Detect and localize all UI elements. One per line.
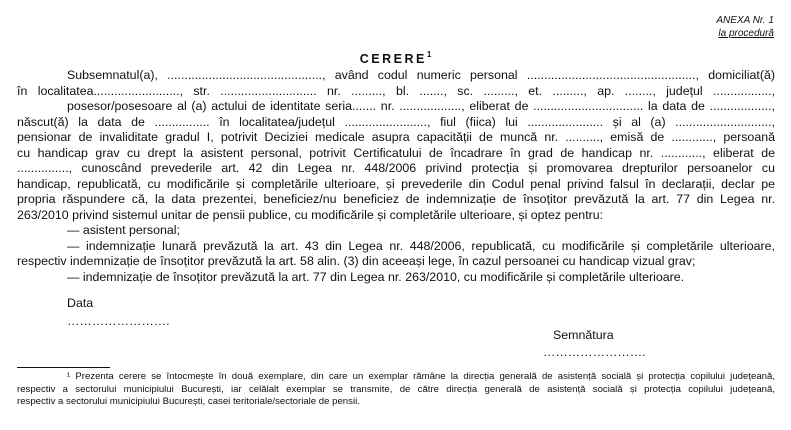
body-line-8: handicap, republicată, cu modificările și completările ulterioare, și prevederile din Codul penal privind falsul în declarații, declar pe bbox=[17, 176, 775, 191]
body-line-10: 263/2010 privind sistemul unitar de pensii publice, cu modificările și completările ulterioare, și optez pentru: bbox=[17, 207, 604, 222]
document-title bbox=[0, 52, 791, 66]
signature-field: ……………………. bbox=[543, 345, 646, 359]
body-line-2: în localitatea........................., str. ............................ nr. ........., bl. ......., sc. ........., et. ........., ap. ........, județul ................., bbox=[17, 83, 775, 98]
document-title-text: CERERE bbox=[359, 52, 427, 66]
footnote-line-2: respectiv a sectorului municipiului București, iar celălalt exemplar se transmite, de către direcția generală de asistență socială și protecția copilului județeană, bbox=[17, 383, 775, 395]
title-footnote-mark: 1 bbox=[426, 50, 432, 59]
footnote bbox=[17, 371, 775, 409]
body-line-6: cu handicap grav cu drept la asistent personal, potrivit Certificatului de încadrare în grad de handicap nr. ............, eliberat de bbox=[17, 145, 775, 160]
body-line-4: născut(ă) la data de ................ în localitatea/județul ........................, fiul (fiica) lui ...................... și al (a) ............................, bbox=[17, 114, 775, 129]
footnote-line-1: ¹ Prezenta cerere se întocmește în două exemplare, din care un exemplar rămâne la direcția generală de asistență socială și protecția copilului județeană, bbox=[67, 371, 775, 382]
body-line-7: ..............., cunoscând prevederile art. 42 din Legea nr. 448/2006 privind protecția și promovarea drepturilor persoanelor cu bbox=[17, 161, 775, 175]
date-label: Data bbox=[67, 296, 94, 310]
annex-reference bbox=[716, 14, 774, 40]
request-body bbox=[17, 68, 775, 285]
option-monthly-allowance-cont: respectiv indemnizație de însoțitor prevăzută la art. 58 alin. (3) din aceeași lege, în cazul persoanei cu handicap vizual grav; bbox=[17, 254, 696, 268]
annex-number: ANEXA Nr. 1 bbox=[716, 15, 774, 26]
body-line-5: pensionar de invaliditate gradul I, potrivit Deciziei medicale asupra capacității de muncă nr. .........., emisă de ............, persoană bbox=[17, 130, 775, 144]
option-personal-assistant: — asistent personal; bbox=[67, 223, 180, 237]
body-line-1: Subsemnatul(a), ............................................., având codul numeric personal ................................................., domiciliat(ă) bbox=[67, 68, 775, 82]
option-monthly-allowance: — indemnizație lunară prevăzută la art. 43 din Legea nr. 448/2006, republicată, cu modificările și completările ulterioare, bbox=[67, 238, 775, 253]
option-companion-allowance: — indemnizație de însoțitor prevăzută la art. 77 din Legea nr. 263/2010, cu modificările și completările ulterioare. bbox=[67, 269, 685, 284]
body-line-3: posesor/posesoare al (a) actului de identitate seria....... nr. .................., eliberat de ................................ la data de .................., bbox=[67, 99, 775, 113]
date-field: ……………………. bbox=[67, 314, 170, 328]
footnote-divider bbox=[17, 367, 110, 368]
annex-subtitle: la procedură bbox=[718, 28, 774, 39]
signature-label: Semnătura bbox=[553, 328, 614, 342]
footnote-line-3: respectiv a sectorului municipiului București, casei teritoriale/sectoriale de pensii. bbox=[17, 396, 360, 407]
body-line-9: propria răspundere că, la data prezentei, beneficiez/nu beneficiez de indemnizație de însoțitor prevăzută la art. 77 din Legea nr. bbox=[17, 192, 775, 206]
